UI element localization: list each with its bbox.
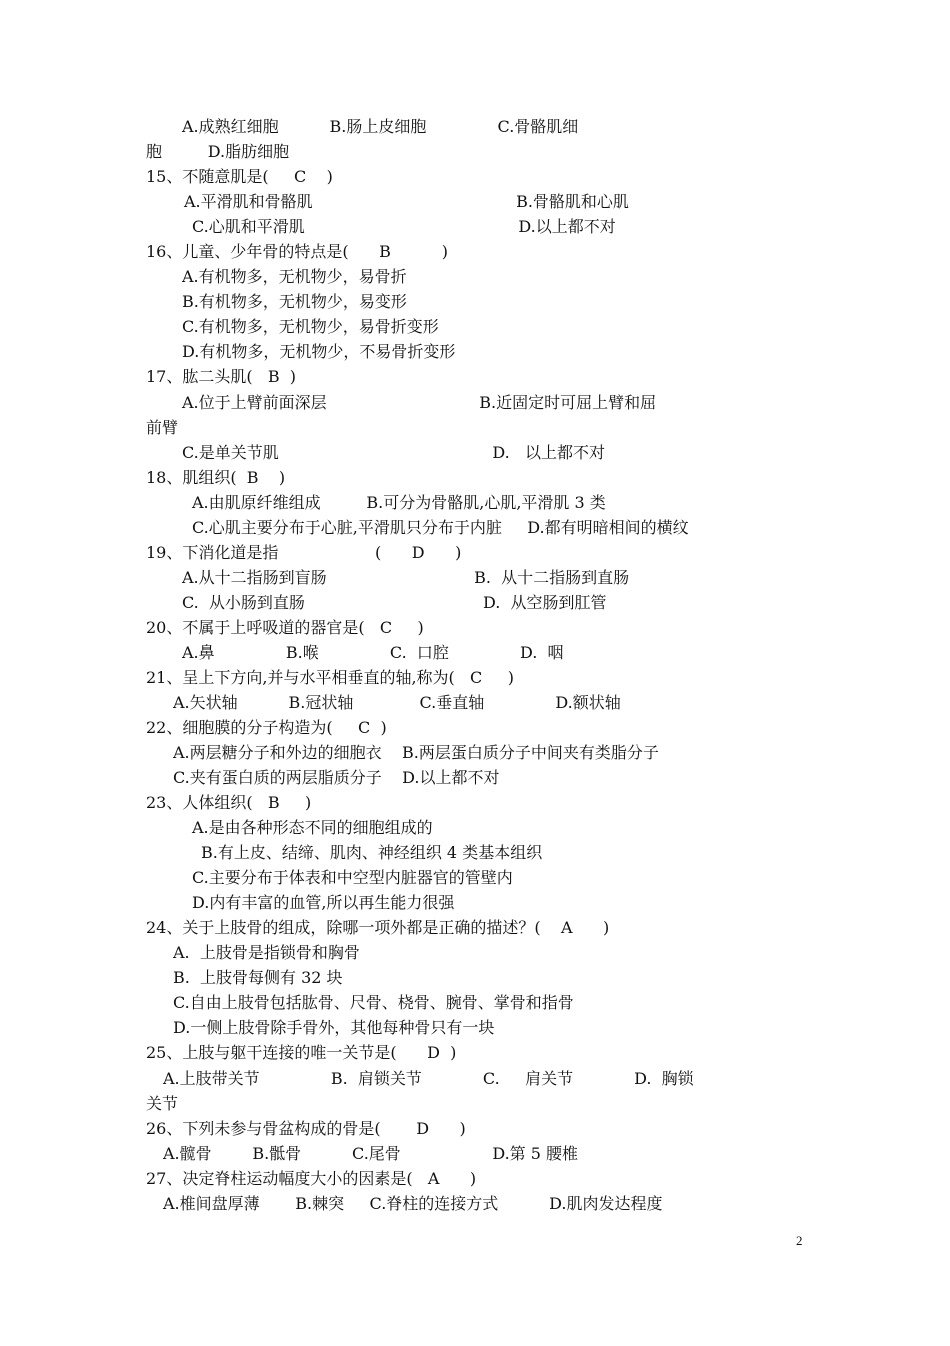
- option-line: C.是单关节肌 D. 以上都不对: [182, 443, 605, 462]
- question-line: 27、决定脊柱运动幅度大小的因素是( A ): [146, 1169, 477, 1188]
- option-line: C.心肌主要分布于心脏,平滑肌只分布于内脏 D.都有明暗相间的横纹: [192, 518, 689, 537]
- question-line: 18、肌组织( B ): [146, 468, 286, 487]
- option-line: A.椎间盘厚薄 B.棘突 C.脊柱的连接方式 D.肌肉发达程度: [163, 1194, 663, 1213]
- question-line: 26、下列未参与骨盆构成的骨是( D ): [146, 1119, 466, 1138]
- option-line: A.位于上臂前面深层 B.近固定时可屈上臂和屈: [182, 393, 657, 412]
- option-line: A.有机物多，无机物少，易骨折: [182, 267, 407, 286]
- question-line: 20、不属于上呼吸道的器官是( C ): [146, 618, 424, 637]
- option-line: A.矢状轴 B.冠状轴 C.垂直轴 D.额状轴: [173, 693, 621, 712]
- option-line: D.内有丰富的血管,所以再生能力很强: [192, 893, 455, 912]
- question-line: 16、儿童、少年骨的特点是( B ): [146, 242, 448, 261]
- option-line: A.由肌原纤维组成 B.可分为骨骼肌,心肌,平滑肌 3 类: [192, 493, 606, 512]
- option-line: D.有机物多，无机物少，不易骨折变形: [182, 342, 456, 361]
- option-line: C.夹有蛋白质的两层脂质分子 D.以上都不对: [173, 768, 500, 787]
- page-number: 2: [796, 1233, 803, 1248]
- question-line: 17、肱二头肌( B ): [146, 367, 297, 386]
- option-line: B.有机物多，无机物少，易变形: [182, 292, 407, 311]
- question-line: 25、上肢与躯干连接的唯一关节是( D ): [146, 1043, 457, 1062]
- option-line: A.是由各种形态不同的细胞组成的: [192, 818, 433, 837]
- option-line: A.髋骨 B.骶骨 C.尾骨 D.第 5 腰椎: [163, 1144, 579, 1163]
- option-line: B.有上皮、结缔、肌肉、神经组织 4 类基本组织: [201, 843, 543, 862]
- option-line: C.有机物多，无机物少，易骨折变形: [182, 317, 439, 336]
- option-line: C.主要分布于体表和中空型内脏器官的管壁内: [192, 868, 513, 887]
- option-line: A.鼻 B.喉 C. 口腔 D. 咽: [182, 643, 564, 662]
- question-line: 15、不随意肌是( C ): [146, 167, 333, 186]
- option-line: A.上肢带关节 B. 肩锁关节 C. 肩关节 D. 胸锁: [163, 1069, 694, 1088]
- option-line: D.一侧上肢骨除手骨外，其他每种骨只有一块: [173, 1018, 495, 1037]
- option-line: C.心肌和平滑肌 D.以上都不对: [192, 217, 616, 236]
- question-line: 19、下消化道是指 ( D ): [146, 543, 462, 562]
- option-line: 关节: [146, 1094, 179, 1113]
- option-line: B. 上肢骨每侧有 32 块: [173, 968, 343, 987]
- option-line: 胞 D.脂肪细胞: [146, 142, 290, 161]
- option-line: A.平滑肌和骨骼肌 B.骨骼肌和心肌: [184, 192, 629, 211]
- option-line: 前臂: [146, 418, 179, 437]
- option-line: A.两层糖分子和外边的细胞衣 B.两层蛋白质分子中间夹有类脂分子: [173, 743, 659, 762]
- question-line: 24、关于上肢骨的组成，除哪一项外都是正确的描述？( A ): [146, 918, 610, 937]
- option-line: C. 从小肠到直肠 D. 从空肠到肛管: [182, 593, 607, 612]
- option-line: C.自由上肢骨包括肱骨、尺骨、桡骨、腕骨、掌骨和指骨: [173, 993, 574, 1012]
- option-line: A.从十二指肠到盲肠 B. 从十二指肠到直肠: [182, 568, 630, 587]
- question-line: 23、人体组织( B ): [146, 793, 312, 812]
- question-line: 21、呈上下方向,并与水平相垂直的轴,称为( C ): [146, 668, 514, 687]
- option-line: A.成熟红细胞 B.肠上皮细胞 C.骨骼肌细: [182, 117, 579, 136]
- question-line: 22、细胞膜的分子构造为( C ): [146, 718, 387, 737]
- option-line: A. 上肢骨是指锁骨和胸骨: [173, 943, 360, 962]
